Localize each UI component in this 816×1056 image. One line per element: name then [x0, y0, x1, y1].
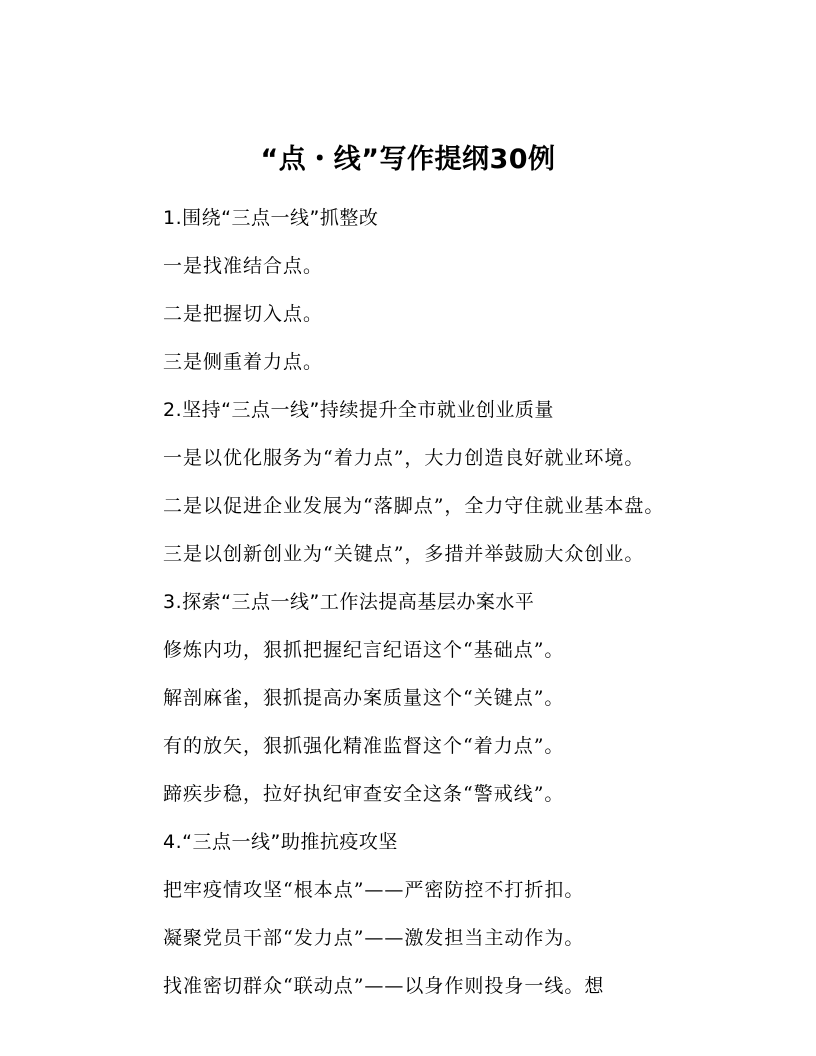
body-line: 三是以创新创业为“关键点”，多措并举鼓励大众创业。 — [163, 543, 645, 565]
body-line: 解剖麻雀，狠抓提高办案质量这个“关键点”。 — [163, 687, 565, 709]
body-line: 找准密切群众“联动点”——以身作则投身一线。想 — [163, 975, 605, 997]
body-line: 三是侧重着力点。 — [163, 351, 324, 373]
section-heading-3: 3.探索“三点一线”工作法提高基层办案水平 — [163, 591, 535, 613]
body-line: 二是以促进企业发展为“落脚点”，全力守住就业基本盘。 — [163, 495, 665, 517]
body-line: 有的放矢，狠抓强化精准监督这个“着力点”。 — [163, 735, 565, 757]
body-line: 一是找准结合点。 — [163, 255, 324, 277]
document-body — [163, 194, 783, 1010]
body-line: 把牢疫情攻坚“根本点”——严密防控不打折扣。 — [163, 879, 585, 901]
body-line: 二是把握切入点。 — [163, 303, 324, 325]
section-heading-2: 2.坚持“三点一线”持续提升全市就业创业质量 — [163, 399, 554, 421]
body-line: 一是以优化服务为“着力点”，大力创造良好就业环境。 — [163, 447, 645, 469]
body-line: 凝聚党员干部“发力点”——激发担当主动作为。 — [163, 927, 585, 949]
section-heading-1: 1.围绕“三点一线”抓整改 — [163, 207, 379, 229]
section-heading-4: 4.“三点一线”助推抗疫攻坚 — [163, 831, 398, 853]
body-line: 蹄疾步稳，拉好执纪审查安全这条“警戒线”。 — [163, 783, 565, 805]
document-title: “点・线”写作提纲30例 — [260, 144, 556, 175]
body-line: 修炼内功，狠抓把握纪言纪语这个“基础点”。 — [163, 639, 565, 661]
